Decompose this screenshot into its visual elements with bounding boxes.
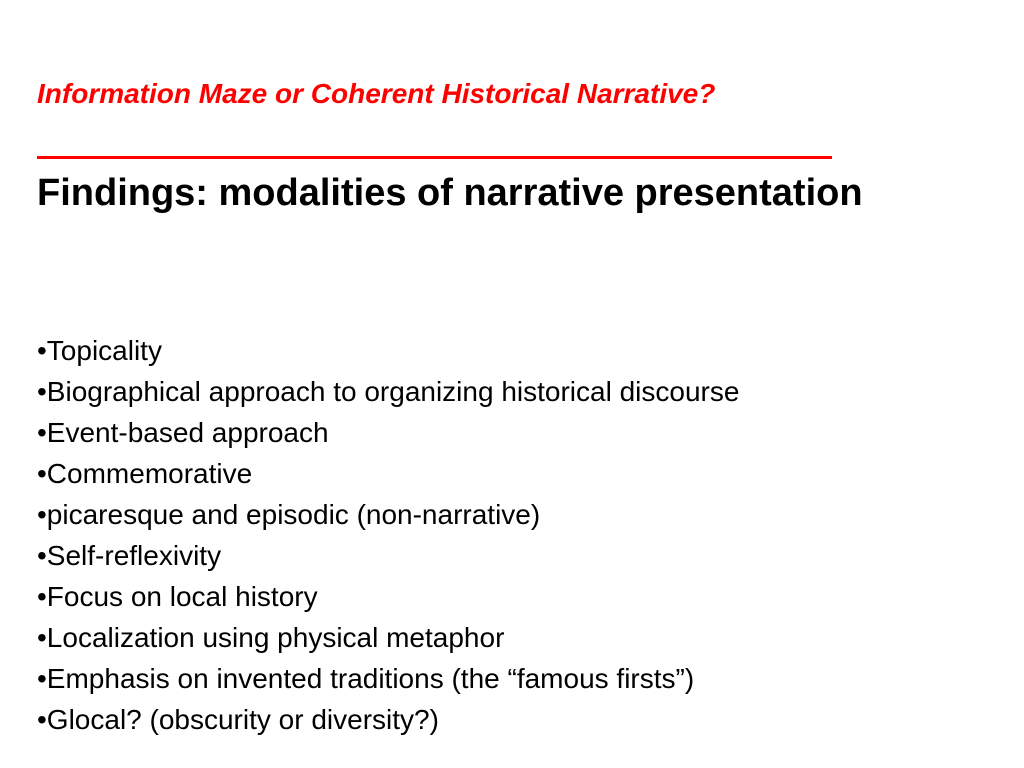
bullet-item: •Biographical approach to organizing historical discourse	[37, 376, 740, 407]
bullet-item: •Localization using physical metaphor	[37, 622, 505, 653]
bullet-item: •Commemorative	[37, 458, 253, 489]
findings-bullet-list	[37, 330, 739, 740]
bullet-item: •Focus on local history	[37, 581, 318, 612]
bullet-item: •picaresque and episodic (non-narrative)	[37, 499, 541, 530]
bullet-item: •Emphasis on invented traditions (the “famous firsts”)	[37, 663, 695, 694]
bullet-item: •Self-reflexivity	[37, 540, 222, 571]
slide-subtitle: Information Maze or Coherent Historical Narrative?	[37, 78, 716, 109]
bullet-item: •Topicality	[37, 335, 162, 366]
slide-heading: Findings: modalities of narrative presentation	[37, 172, 863, 214]
subtitle-underline-rule	[37, 156, 832, 159]
bullet-item: •Event-based approach	[37, 417, 329, 448]
bullet-item: •Glocal? (obscurity or diversity?)	[37, 704, 439, 735]
